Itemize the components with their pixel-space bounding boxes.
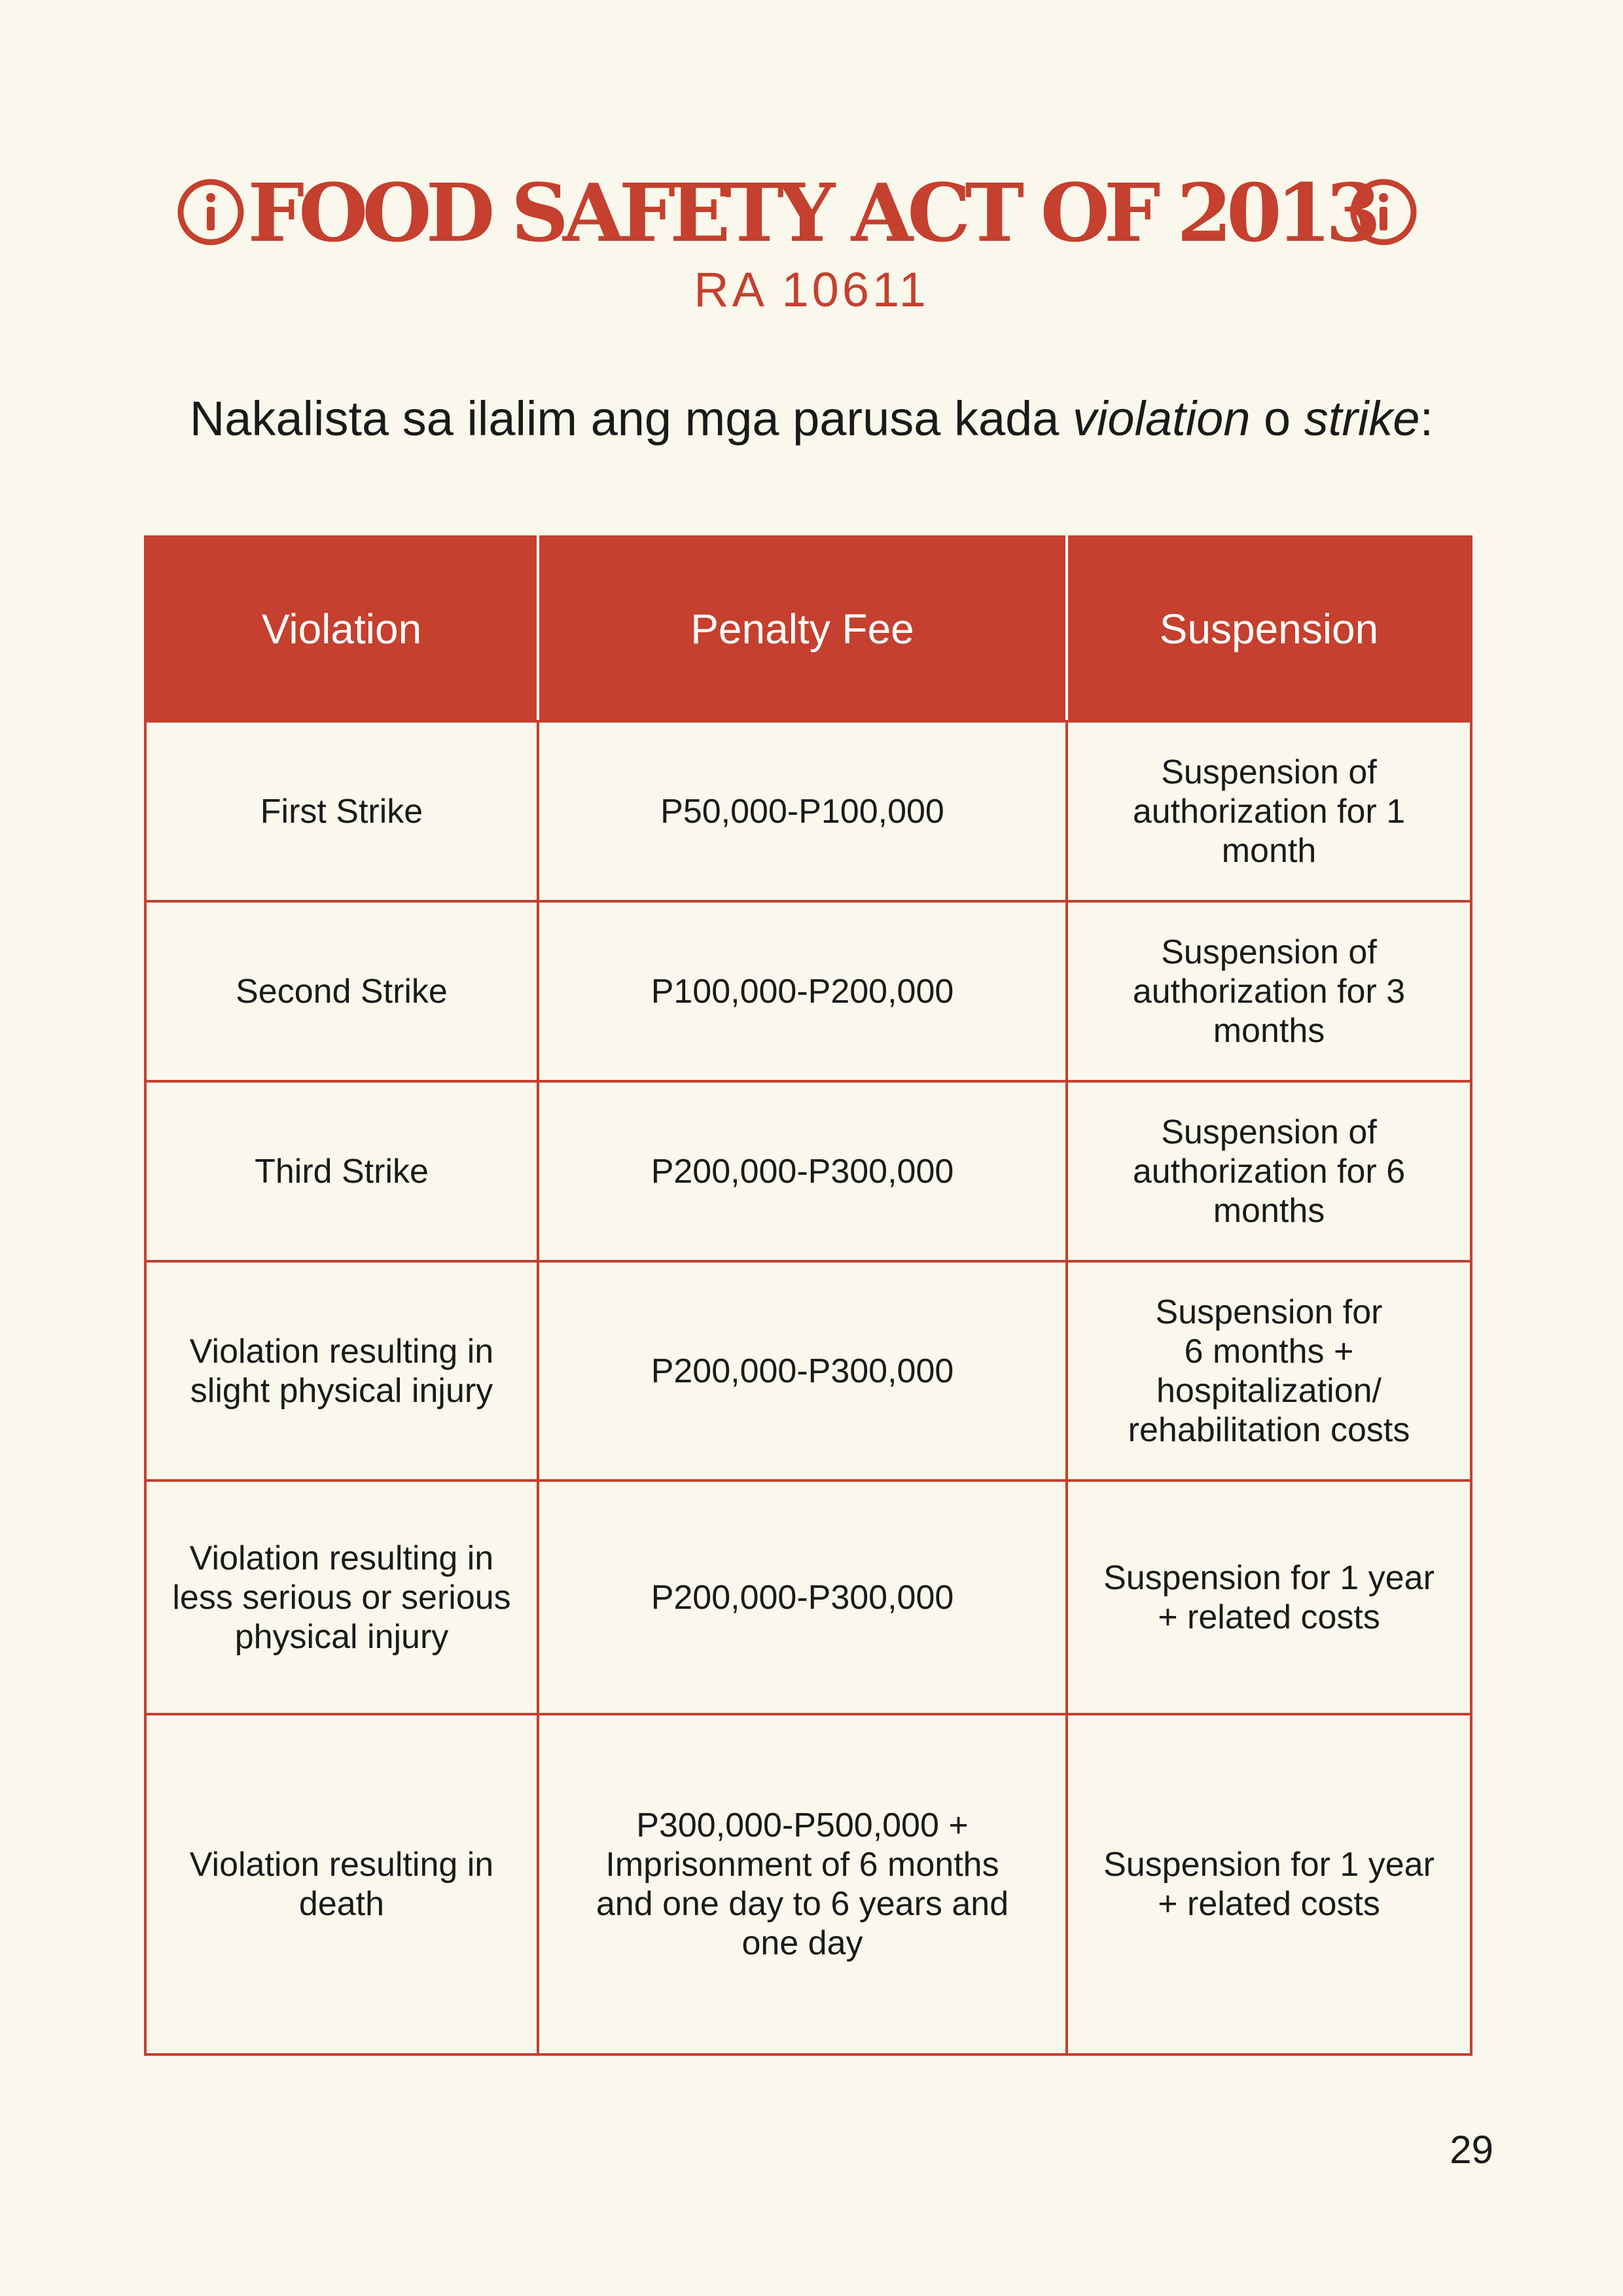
table-row: [145, 721, 1471, 901]
penalty-fee-cell: P200,000-P300,000: [538, 1480, 1067, 1714]
column-header-penalty-fee: Penalty Fee: [538, 537, 1067, 721]
suspension-cell: Suspension of authorization for 3 months: [1067, 901, 1471, 1081]
act-number: RA 10611: [694, 262, 929, 317]
title-row: [0, 157, 1623, 268]
intro-text-after: :: [1419, 391, 1434, 446]
intro-text: [0, 386, 1623, 452]
table-row: [145, 1081, 1471, 1261]
page-number: 29: [1450, 2128, 1493, 2172]
suspension-cell: Suspension of authorization for 6 months: [1067, 1081, 1471, 1261]
table-row: [145, 1714, 1471, 2054]
violation-cell: Violation resulting in less serious or serious physical injury: [145, 1480, 538, 1714]
suspension-cell: Suspension for 6 months + hospitalization/ rehabilitation costs: [1067, 1261, 1471, 1480]
table-row: [145, 1480, 1471, 1714]
suspension-cell: Suspension for 1 year + related costs: [1067, 1480, 1471, 1714]
info-icon: [1348, 177, 1419, 247]
violation-cell: Third Strike: [145, 1081, 538, 1261]
violation-cell: First Strike: [145, 721, 538, 901]
penalty-table: [144, 535, 1472, 2056]
penalty-fee-cell: P200,000-P300,000: [538, 1261, 1067, 1480]
table-header-row: [145, 537, 1471, 721]
violation-cell: Violation resulting in death: [145, 1714, 538, 2054]
column-header-violation: Violation: [145, 537, 538, 721]
page-title: FOOD SAFETY ACT OF 2013: [247, 166, 1376, 260]
table-row: [145, 901, 1471, 1081]
intro-emphasis-violation: violation: [1072, 391, 1251, 446]
suspension-cell: Suspension of authorization for 1 month: [1067, 721, 1471, 901]
intro-emphasis-strike: strike: [1304, 391, 1420, 446]
penalty-fee-cell: P100,000-P200,000: [538, 901, 1067, 1081]
table-row: [145, 1261, 1471, 1480]
penalty-fee-cell: P300,000-P500,000 + Imprisonment of 6 months and one day to 6 years and one day: [538, 1714, 1067, 2054]
intro-text-middle: o: [1250, 391, 1304, 446]
suspension-cell: Suspension for 1 year + related costs: [1067, 1714, 1471, 2054]
intro-text-before: Nakalista sa ilalim ang mga parusa kada: [189, 391, 1073, 446]
violation-cell: Second Strike: [145, 901, 538, 1081]
column-header-suspension: Suspension: [1067, 537, 1471, 721]
penalty-fee-cell: P50,000-P100,000: [538, 721, 1067, 901]
penalty-fee-cell: P200,000-P300,000: [538, 1081, 1067, 1261]
violation-cell: Violation resulting in slight physical injury: [145, 1261, 538, 1480]
